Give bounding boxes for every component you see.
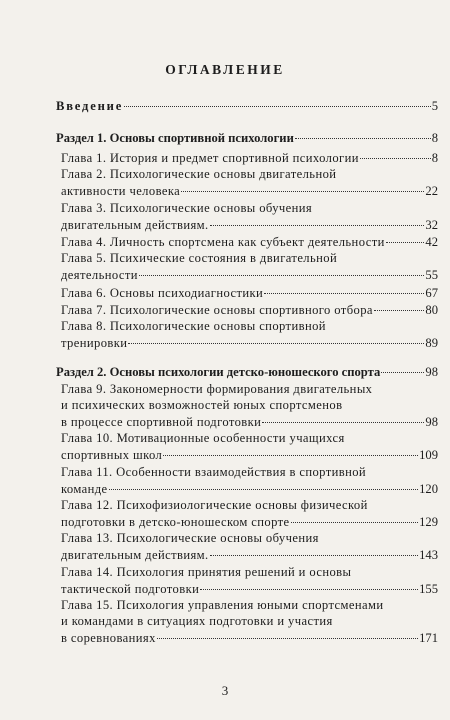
- toc-title: ОГЛАВЛЕНИЕ: [165, 62, 285, 77]
- dot-leader: [200, 577, 418, 590]
- toc-chapter-page: 129: [419, 514, 438, 529]
- toc-chapter-entry: [61, 530, 438, 563]
- toc-chapter-page: 143: [419, 548, 438, 563]
- dot-leader: [295, 126, 431, 139]
- toc-chapter-label: Глава 3. Психологические основы обучения: [61, 200, 313, 215]
- toc-chapter-page: 22: [425, 184, 438, 199]
- toc-chapter-label: Глава 11. Особенности взаимодействия в спортивной: [61, 464, 367, 479]
- toc-section-2: [56, 363, 438, 380]
- toc-chapter-label: Глава 8. Психологические основы спортивной: [61, 319, 326, 334]
- toc-chapter-label: спортивных школ: [61, 448, 163, 463]
- toc-section-label: Раздел 1. Основы спортивной психологии: [56, 131, 294, 145]
- dot-leader: [210, 543, 419, 556]
- toc-chapter-label: Глава 13. Психологические основы обучения: [61, 531, 319, 546]
- toc-chapter-label: и командами в ситуациях подготовки и участия: [61, 613, 333, 628]
- toc-chapter-page: 120: [419, 481, 438, 496]
- toc-chapter-page: 171: [419, 630, 438, 645]
- dot-leader: [139, 263, 425, 276]
- toc-chapter-page: 155: [419, 581, 438, 596]
- toc-chapter-entry: [61, 200, 438, 233]
- toc-chapter-entry: [61, 497, 438, 530]
- toc-chapter-page: 98: [425, 415, 438, 429]
- toc-chapter-label: двигательным действиям.: [61, 217, 209, 232]
- toc-chapter-label: Глава 15. Психология управления юными спортсменами: [61, 597, 384, 612]
- toc-chapter-entry: [61, 430, 438, 463]
- toc-chapter-page: 32: [425, 217, 438, 232]
- toc-chapter-entry: [61, 250, 438, 283]
- toc-chapter-entry: [61, 564, 438, 597]
- toc-chapter-page: 80: [425, 302, 438, 317]
- toc-chapter-label: Глава 6. Основы психодиагностики: [61, 285, 264, 300]
- toc-entry-intro: [56, 97, 438, 114]
- toc-chapter-label: Глава 4. Личность спортсмена как субъект деятельности: [61, 234, 385, 249]
- toc-chapter-page: 8: [431, 151, 438, 165]
- toc-chapter-label: Глава 14. Психология принятия решений и основы: [61, 564, 352, 579]
- toc-chapter-entry: [61, 597, 438, 646]
- toc-chapter-label: и психических возможностей юных спортсменов: [61, 398, 343, 412]
- toc-entry-label: Введение: [56, 99, 124, 113]
- toc-chapter-entry: [61, 318, 438, 351]
- toc-chapter-label: Глава 7. Психологические основы спортивного отбора: [61, 302, 373, 317]
- toc-chapter-page: 55: [425, 268, 438, 283]
- dot-leader: [381, 360, 424, 373]
- toc-chapter-label: Глава 1. История и предмет спортивной психологии: [61, 151, 359, 165]
- toc-chapter-entry: [61, 166, 438, 199]
- toc-chapter-page: 67: [425, 285, 438, 300]
- dot-leader: [128, 331, 424, 344]
- toc-chapter-label: тренировки: [61, 336, 128, 351]
- dot-leader: [291, 510, 419, 523]
- dot-leader: [262, 410, 424, 423]
- toc-chapter-label: Глава 12. Психофизиологические основы физической: [61, 497, 368, 512]
- toc-chapter-page: 109: [419, 448, 438, 463]
- dot-leader: [386, 230, 425, 243]
- toc-chapter-label: активности человека: [61, 184, 181, 199]
- dot-leader: [374, 298, 425, 311]
- toc-chapter-label: тактической подготовки: [61, 581, 200, 596]
- toc-section-1: [56, 129, 438, 146]
- toc-chapter-label: Глава 9. Закономерности формирования двигательных: [61, 382, 373, 396]
- toc-chapter-label: Глава 5. Психические состояния в двигательной: [61, 251, 338, 266]
- toc-section-page: 8: [431, 131, 438, 145]
- dot-leader: [181, 179, 424, 192]
- toc-chapter-entry: [61, 301, 438, 318]
- dot-leader: [109, 477, 419, 490]
- toc-chapter-label: в соревнованиях: [61, 630, 156, 645]
- toc-chapter-entry: [61, 381, 438, 430]
- toc-chapter-label: двигательным действиям.: [61, 548, 209, 563]
- dot-leader: [360, 146, 431, 159]
- toc-chapter-label: Глава 2. Психологические основы двигательной: [61, 167, 337, 182]
- page-number: 3: [221, 683, 229, 698]
- toc-chapter-label: в процессе спортивной подготовки: [61, 415, 262, 429]
- toc-chapter-page: 42: [425, 234, 438, 249]
- toc-chapter-entry: [61, 233, 438, 250]
- toc-section-page: 98: [425, 365, 438, 379]
- dot-leader: [163, 443, 418, 456]
- toc-chapter-label: команде: [61, 481, 108, 496]
- dot-leader: [157, 626, 418, 639]
- dot-leader: [210, 213, 425, 226]
- toc-chapter-label: Глава 10. Мотивационные особенности учащихся: [61, 431, 345, 446]
- toc-chapter-entry: [61, 149, 438, 166]
- toc-section-label: Раздел 2. Основы психологии детско-юношеского спорта: [56, 365, 381, 379]
- toc-chapter-page: 89: [425, 336, 438, 351]
- toc-chapter-entry: [61, 464, 438, 497]
- toc-chapter-label: подготовки в детско-юношеском спорте: [61, 514, 290, 529]
- dot-leader: [264, 281, 424, 294]
- toc-entry-page: 5: [431, 99, 438, 113]
- dot-leader: [124, 94, 431, 107]
- toc-chapter-label: деятельности: [61, 268, 138, 283]
